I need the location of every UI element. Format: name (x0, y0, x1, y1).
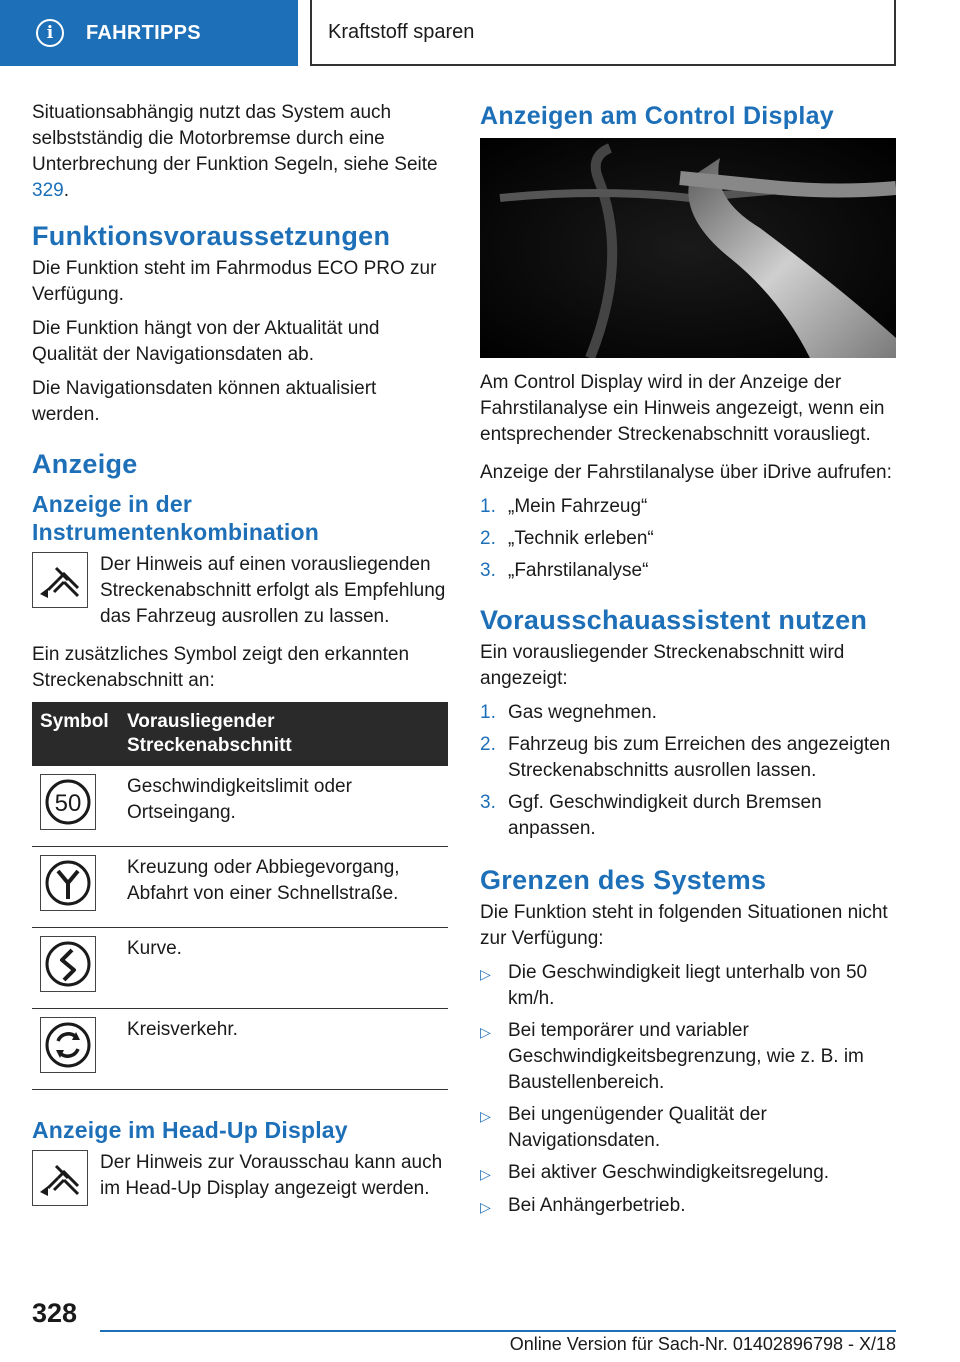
list-item (480, 558, 896, 584)
heading-head-up-display: Anzeige im Head-Up Display (32, 1117, 348, 1143)
heading-vorausschauassistent: Vorausschauassistent nutzen (480, 605, 868, 635)
section-label: FAHRTIPPS (86, 21, 201, 44)
list-item (480, 1160, 896, 1187)
junction-icon (40, 855, 96, 911)
list-item (480, 732, 896, 784)
heading-control-display: Anzeigen am Control Display (480, 102, 834, 130)
step-text: Fahrzeug bis zum Erreichen des angezeigten Streckenabschnitts ausrollen lassen. (508, 734, 891, 781)
intro-text: Situationsabhängig nutzt das System auch selbstständig die Motorbremse durch eine Unterbrechung der Funktion Segeln, siehe Seite (32, 102, 438, 175)
instrument-note (32, 552, 448, 630)
nutzen-steps (480, 700, 896, 842)
bullet-triangle-icon: ▷ (480, 1108, 491, 1124)
list-text: Bei Anhängerbetrieb. (508, 1195, 686, 1216)
page-link[interactable]: 329 (32, 180, 64, 201)
table-row (32, 1009, 448, 1090)
step-number: 2. (480, 734, 496, 755)
table-cell-text: Geschwindigkeitslimit oder Ortseingang. (119, 766, 448, 847)
info-icon: i (36, 19, 64, 47)
online-version-text: Online Version für Sach-Nr. 01402896798 - X/18 (509, 1334, 896, 1354)
step-text: „Technik erleben“ (508, 528, 654, 549)
funktion-paragraph-2: Die Funktion hängt von der Aktualität und Qualität der Navigationsdaten ab. (32, 318, 380, 365)
list-item (480, 960, 896, 1012)
symbol-intro: Ein zusätzliches Symbol zeigt den erkannten Streckenabschnitt an: (32, 644, 410, 691)
list-text: Bei aktiver Geschwindigkeitsregelung. (508, 1162, 830, 1183)
coasting-hint-icon (32, 552, 88, 608)
heading-grenzen: Grenzen des Systems (480, 865, 767, 895)
list-text: Die Geschwindigkeit liegt unterhalb von 50 km/h. (508, 962, 868, 1009)
right-column (480, 100, 896, 1228)
page-number: 328 (32, 1298, 78, 1328)
step-number: 1. (480, 702, 496, 723)
table-cell-text: Kurve. (119, 928, 448, 1009)
curve-icon (40, 936, 96, 992)
step-number: 1. (480, 496, 496, 517)
chapter-title: Kraftstoff sparen (328, 20, 475, 43)
speed-limit-value: 50 (54, 790, 82, 817)
control-display-image (480, 138, 896, 358)
table-header-symbol: Symbol (32, 702, 119, 766)
grenzen-paragraph: Die Funktion steht in folgenden Situationen nicht zur Verfügung: (480, 902, 888, 949)
left-column (32, 100, 448, 1218)
idrive-steps (480, 494, 896, 584)
table-row (32, 766, 448, 847)
bullet-triangle-icon: ▷ (480, 1024, 491, 1040)
hud-note (32, 1150, 448, 1206)
step-text: „Fahrstilanalyse“ (508, 560, 649, 581)
table-header-description: Vorausliegender Streckenabschnitt (119, 702, 448, 766)
funktion-paragraph-1: Die Funktion steht im Fahrmodus ECO PRO zur Verfügung. (32, 258, 437, 305)
control-paragraph-1: Am Control Display wird in der Anzeige der Fahrstilanalyse ein Hinweis angezeigt, wenn ein entsprechender Streckenabschnitt vorausliegt. (480, 372, 885, 445)
step-number: 3. (480, 560, 496, 581)
list-item (480, 1018, 896, 1096)
step-text: „Mein Fahrzeug“ (508, 496, 648, 517)
control-paragraph-2: Anzeige der Fahrstilanalyse über iDrive aufrufen: (480, 462, 892, 483)
bullet-triangle-icon: ▷ (480, 966, 491, 982)
chapter-title-box (310, 0, 896, 66)
table-row (32, 847, 448, 928)
heading-funktionsvoraussetzungen: Funktionsvoraussetzungen (32, 221, 391, 251)
list-item (480, 526, 896, 552)
step-number: 3. (480, 792, 496, 813)
list-item (480, 700, 896, 726)
bullet-triangle-icon: ▷ (480, 1199, 491, 1215)
funktion-paragraph-3: Die Navigationsdaten können aktualisiert werden. (32, 378, 377, 425)
page-header (0, 0, 960, 66)
nutzen-paragraph: Ein vorausliegender Streckenabschnitt wird angezeigt: (480, 642, 845, 689)
table-row (32, 928, 448, 1009)
list-item (480, 790, 896, 842)
step-number: 2. (480, 528, 496, 549)
list-text: Bei temporärer und variabler Geschwindigkeitsbegrenzung, wie z. B. im Baustellenbereich. (508, 1020, 864, 1093)
grenzen-list (480, 960, 896, 1220)
section-tab (0, 0, 298, 66)
list-text: Bei ungenügender Qualität der Navigationsdaten. (508, 1104, 767, 1151)
list-item (480, 1193, 896, 1220)
symbol-table (32, 702, 448, 1090)
intro-end: . (63, 180, 69, 201)
instrument-note-text: Der Hinweis auf einen vorausliegenden Streckenabschnitt erfolgt als Empfehlung das Fahrzeug ausrollen zu lassen. (100, 554, 446, 627)
coasting-hint-icon (32, 1150, 88, 1206)
heading-instrumentenkombination: Anzeige in der Instrumentenkombination (32, 491, 320, 545)
list-item (480, 1102, 896, 1154)
step-text: Gas wegnehmen. (508, 702, 657, 723)
bullet-triangle-icon: ▷ (480, 1166, 491, 1182)
table-cell-text: Kreuzung oder Abbiegevorgang, Abfahrt von einer Schnellstraße. (119, 847, 448, 928)
intro-paragraph (32, 100, 448, 204)
roundabout-icon (40, 1017, 96, 1073)
step-text: Ggf. Geschwindigkeit durch Bremsen anpassen. (508, 792, 822, 839)
list-item (480, 494, 896, 520)
hud-note-text: Der Hinweis zur Vorausschau kann auch im Head-Up Display angezeigt werden. (100, 1152, 443, 1199)
table-cell-text: Kreisverkehr. (119, 1009, 448, 1090)
heading-anzeige: Anzeige (32, 449, 138, 479)
speed-limit-50-icon (40, 774, 96, 830)
